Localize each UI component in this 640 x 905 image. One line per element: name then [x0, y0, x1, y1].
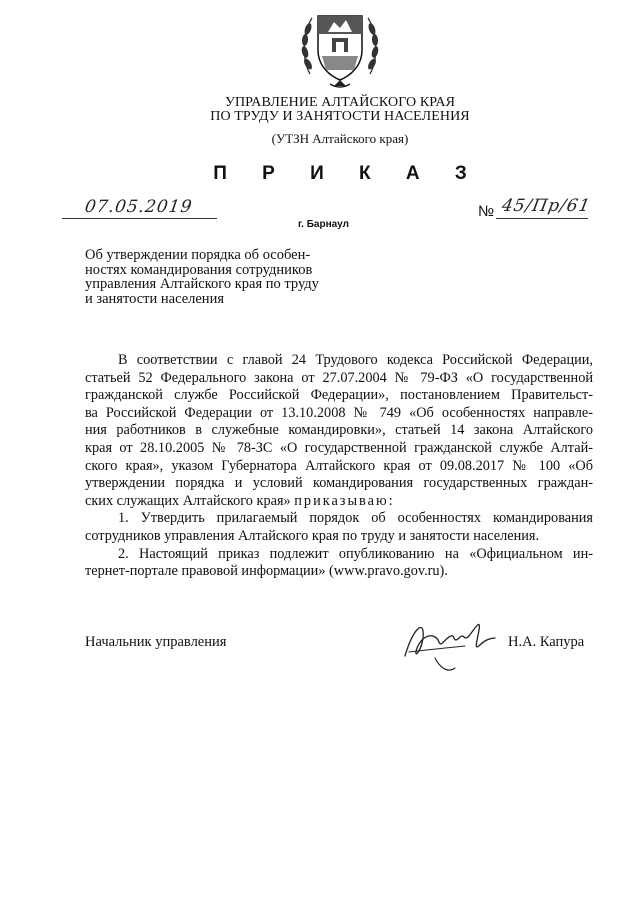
body-line: В соответствии с главой 24 Трудового кодекса Российской Федерации,: [118, 352, 593, 368]
item-1-line: 1. Утвердить прилагаемый порядок об особенностях командирования: [118, 510, 593, 527]
body-line: ния работников в служебные командировки», статьей 14 закона Алтайского: [85, 422, 593, 439]
document-city: г. Барнаул: [298, 219, 349, 230]
body-line: ских служащих Алтайского края»: [85, 492, 291, 509]
date-underline: [62, 218, 217, 219]
item-1-line: сотрудников управления Алтайского края по труду и занятости населения.: [85, 527, 540, 544]
coat-of-arms-emblem: [296, 4, 384, 92]
body-line: края от 28.10.2005 № 78-ЗС «О государственной гражданской службе Алтай-: [85, 439, 593, 456]
body-line: утверждении порядка и условий командирования государственных граждан-: [85, 475, 593, 492]
organization-name-line-2: ПО ТРУДУ И ЗАНЯТОСТИ НАСЕЛЕНИЯ: [210, 109, 470, 124]
handwritten-signature: [395, 608, 505, 678]
subject-line: управления Алтайского края по труду: [85, 276, 319, 292]
body-line: гражданской службе Российской Федерации», постановлением Правительст-: [85, 387, 593, 404]
number-label: №: [478, 203, 495, 220]
body-line-last: [85, 493, 593, 511]
subject-line: и занятости населения: [85, 290, 224, 307]
document-title: П Р И К А З: [213, 163, 482, 184]
document-date: 07.05.2019: [83, 197, 194, 217]
number-underline: [496, 218, 588, 219]
signatory-name: Н.А. Капура: [508, 634, 585, 650]
subject-line: ностях командирования сотрудников: [85, 261, 313, 278]
order-word: приказываю:: [294, 492, 395, 509]
document-number: 45/Пр/61: [500, 196, 593, 216]
item-2-line: тернет-портале правовой информации» (www.pravo.gov.ru).: [85, 563, 448, 580]
subject-line: Об утверждении порядка об особен-: [85, 247, 311, 263]
document-body: [85, 352, 593, 581]
body-line: ва Российской Федерации от 13.10.2008 № 749 «Об особенностях направле-: [85, 404, 593, 421]
organization-name-line-1: УПРАВЛЕНИЕ АЛТАЙСКОГО КРАЯ: [224, 95, 456, 110]
item-2-line: 2. Настоящий приказ подлежит опубликованию на «Официальном ин-: [118, 545, 593, 562]
signatory-position: Начальник управления: [85, 634, 227, 650]
body-line: статьей 52 Федерального закона от 27.07.2004 № 79-ФЗ «О государственной: [85, 369, 593, 386]
organization-abbreviation: (УТЗН Алтайского края): [271, 131, 409, 146]
document-subject: [85, 248, 355, 306]
body-line: ского края», указом Губернатора Алтайского края от 09.08.2017 № 100 «Об: [85, 457, 593, 474]
